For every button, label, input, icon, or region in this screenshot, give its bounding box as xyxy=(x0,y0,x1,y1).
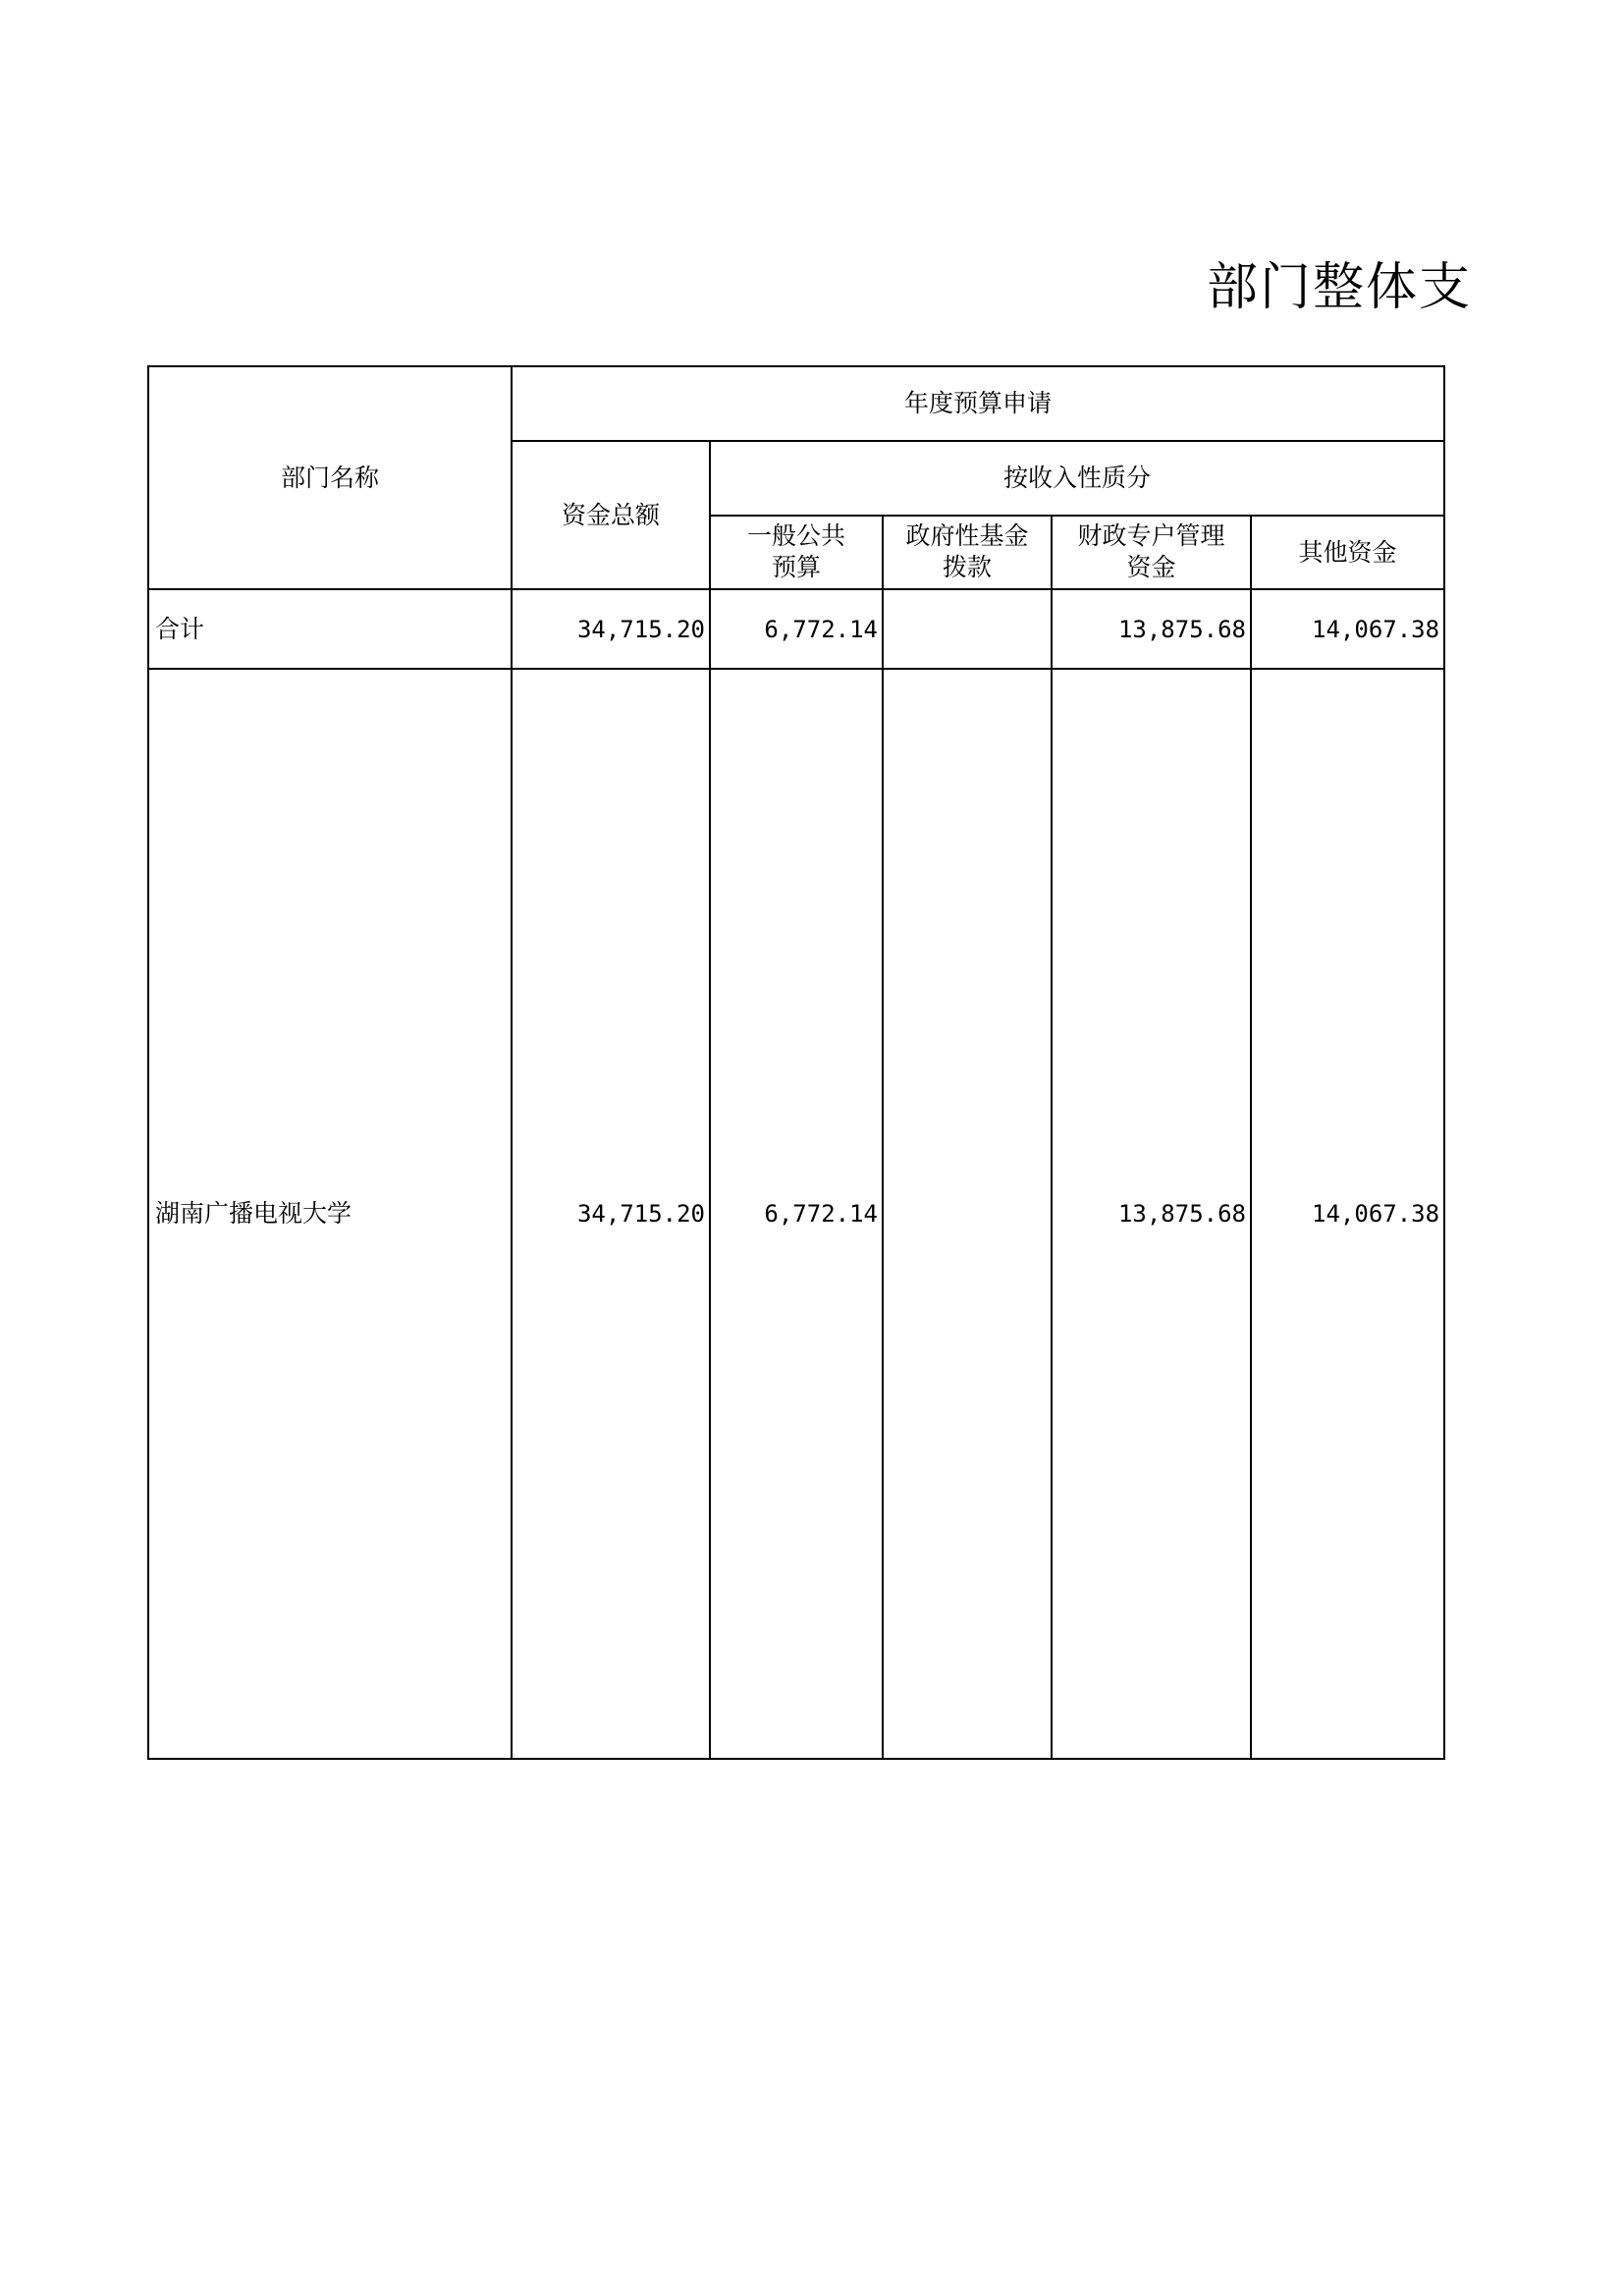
header-gov-fund xyxy=(883,516,1052,589)
header-dept-name: 部门名称 xyxy=(148,366,512,589)
budget-table xyxy=(147,365,1445,1760)
header-by-income: 按收入性质分 xyxy=(710,441,1444,516)
row-total: 34,715.20 xyxy=(512,669,710,1759)
header-total-funds: 资金总额 xyxy=(512,441,710,589)
row-general-public-budget: 6,772.14 xyxy=(710,589,883,669)
row-total: 34,715.20 xyxy=(512,589,710,669)
row-name: 湖南广播电视大学 xyxy=(148,669,512,1759)
header-other-funds: 其他资金 xyxy=(1251,516,1444,589)
row-gov-fund xyxy=(883,589,1052,669)
header-fiscal-special xyxy=(1052,516,1251,589)
row-gov-fund xyxy=(883,669,1052,1759)
row-other-funds: 14,067.38 xyxy=(1251,589,1444,669)
table-row xyxy=(148,589,1444,669)
table-row xyxy=(148,669,1444,1759)
header-annual-budget: 年度预算申请 xyxy=(512,366,1444,441)
header-fiscal-special-text: 财政专户管理资金 xyxy=(1077,521,1225,581)
header-general-public-budget xyxy=(710,516,883,589)
row-name: 合计 xyxy=(148,589,512,669)
row-other-funds: 14,067.38 xyxy=(1251,669,1444,1759)
header-general-public-budget-text: 一般公共预算 xyxy=(746,521,845,581)
header-gov-fund-text: 政府性基金拨款 xyxy=(905,521,1029,581)
row-fiscal-special: 13,875.68 xyxy=(1052,669,1251,1759)
page-title: 部门整体支 xyxy=(1207,258,1473,317)
header-row-1 xyxy=(148,366,1444,441)
row-general-public-budget: 6,772.14 xyxy=(710,669,883,1759)
row-fiscal-special: 13,875.68 xyxy=(1052,589,1251,669)
